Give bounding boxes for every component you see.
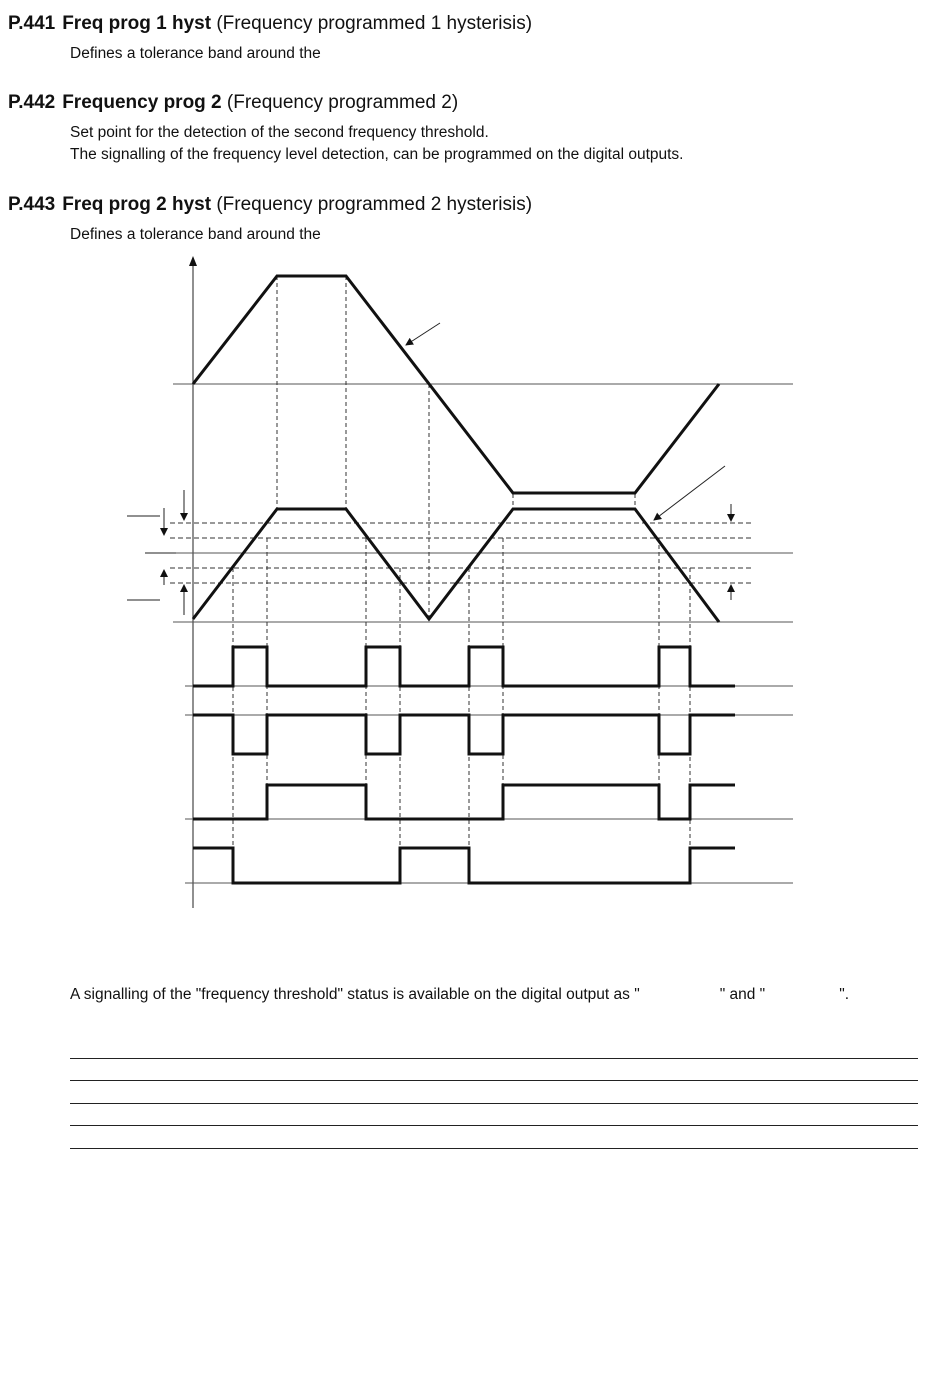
param-code: P.441	[8, 13, 56, 34]
pointer-arrow-icon	[654, 466, 725, 520]
axis-arrow-icon	[189, 256, 197, 266]
output4-waveform	[193, 848, 735, 883]
param-code: P.442	[8, 92, 56, 113]
table-rule	[70, 1125, 918, 1126]
waveforms	[193, 276, 735, 883]
param-full-name: (Frequency programmed 2)	[226, 92, 459, 113]
table-rule	[70, 1058, 918, 1059]
param-p441-description: Defines a tolerance band around the	[70, 45, 321, 62]
pointer-arrow-icon	[406, 323, 440, 345]
param-p443-description: Defines a tolerance band around the	[70, 226, 321, 243]
frequency-absolute-waveform	[193, 509, 719, 622]
note-text-part2: " and "	[719, 986, 766, 1003]
param-code: P.443	[8, 194, 56, 215]
param-p442-description-line2: The signalling of the frequency level detection, can be programmed on the digital outputs.	[70, 146, 684, 163]
table-rule	[70, 1103, 918, 1104]
note-text-part1: A signalling of the "frequency threshold" status is available on the digital output as "	[70, 986, 640, 1003]
digital-output-note	[70, 986, 849, 1004]
param-full-name: (Frequency programmed 1 hysterisis)	[216, 13, 533, 34]
table-rule	[70, 1080, 918, 1081]
param-name: Freq prog 1 hyst	[62, 13, 212, 34]
note-text-part3: ".	[839, 986, 849, 1003]
output3-waveform	[193, 785, 735, 819]
param-name: Freq prog 2 hyst	[62, 194, 212, 215]
time-guides	[233, 276, 690, 883]
output1-waveform	[193, 647, 735, 686]
param-p442-description-line1: Set point for the detection of the second frequency threshold.	[70, 124, 489, 141]
pointer-arrows	[406, 323, 725, 520]
param-full-name: (Frequency programmed 2 hysterisis)	[216, 194, 533, 215]
output2-waveform	[193, 715, 735, 754]
param-name: Frequency prog 2	[62, 92, 222, 113]
table-rule	[70, 1148, 918, 1149]
axes	[189, 256, 197, 908]
